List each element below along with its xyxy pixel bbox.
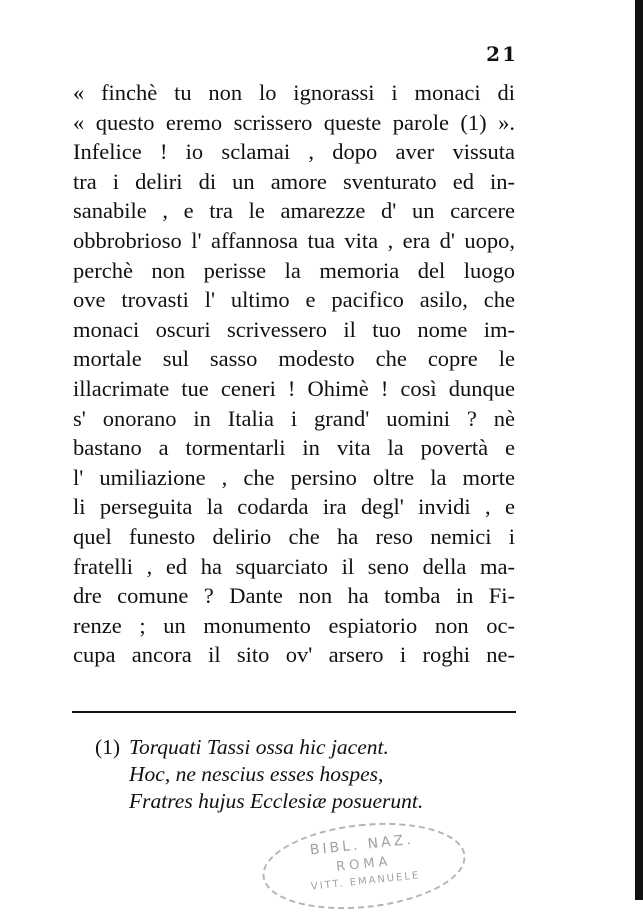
text-line: l' umiliazione , che persino oltre la morte: [73, 464, 515, 490]
page-edge: [635, 0, 643, 900]
text-line: perchè non perisse la memoria del luogo: [73, 257, 515, 283]
footnote-line: [95, 761, 515, 788]
footnote-divider: [72, 711, 516, 713]
footnote-text: Torquati Tassi ossa hic jacent.: [129, 735, 389, 759]
stamp-text: BIBL. NAZ.: [309, 831, 415, 859]
stamp-text: VITT. EMANUELE: [310, 870, 421, 893]
footnote-line: [95, 788, 515, 815]
footnote: [95, 734, 515, 815]
stamp-text: ROMA: [335, 854, 393, 875]
text-line: « questo eremo scrissero queste parole (1) ».: [73, 109, 515, 135]
text-line: dre comune ? Dante non ha tomba in Fi-: [73, 583, 515, 609]
text-line: ove trovasti l' ultimo e pacifico asilo, che: [73, 287, 515, 313]
text-line: cupa ancora il sito ov' arsero i roghi ne-: [73, 642, 515, 668]
text-line: « finchè tu non lo ignorassi i monaci di: [73, 80, 515, 105]
text-line: sanabile , e tra le amarezze d' un carcere: [73, 198, 515, 224]
page-number: 21: [486, 42, 518, 66]
text-line: obbrobrioso l' affannosa tua vita , era d' uopo,: [73, 227, 515, 253]
text-line: Infelice ! io sclamai , dopo aver vissuta: [73, 139, 515, 165]
text-line: fratelli , ed ha squarciato il seno della ma-: [73, 553, 515, 579]
footnote-line: [95, 734, 515, 761]
footnote-text: Fratres hujus Ecclesiæ posuerunt.: [129, 789, 424, 813]
text-line: tra i deliri di un amore sventurato ed in-: [73, 168, 515, 194]
footnote-text: Hoc, ne nescius esses hospes,: [129, 762, 384, 786]
body-text: [73, 78, 515, 670]
library-stamp: [258, 814, 470, 918]
footnote-marker: (1): [95, 735, 121, 759]
text-line: renze ; un monumento espiatorio non oc-: [73, 612, 515, 638]
text-line: quel funesto delirio che ha reso nemici i: [73, 523, 515, 549]
text-line: s' onorano in Italia i grand' uomini ? nè: [73, 405, 515, 431]
text-line: li perseguita la codarda ira degl' invidi , e: [73, 494, 515, 520]
text-line: illacrimate tue ceneri ! Ohimè ! così dunque: [73, 375, 515, 401]
text-line: mortale sul sasso modesto che copre le: [73, 346, 515, 372]
text-line: monaci oscuri scrivessero il tuo nome im-: [73, 316, 515, 342]
text-line: bastano a tormentarli in vita la povertà e: [73, 435, 515, 461]
